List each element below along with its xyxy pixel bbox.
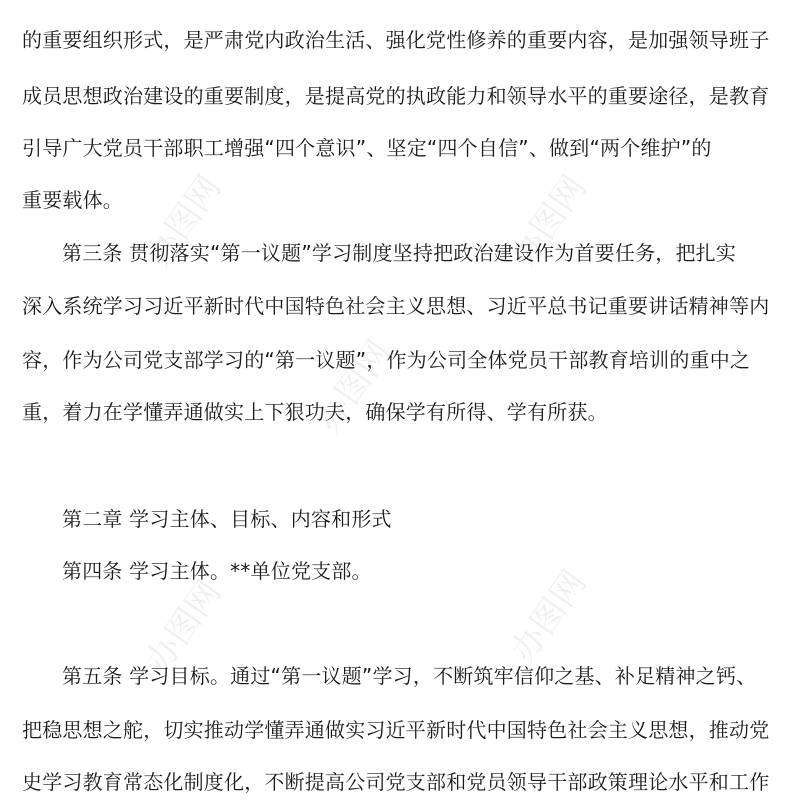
chapter-heading: 第二章 学习主体、目标、内容和形式 (62, 507, 392, 531)
paragraph-line: 重，着力在学懂弄通做实上下狠功夫，确保学有所得、学有所获。 (22, 400, 608, 424)
article-5-line: 第五条 学习目标。通过“第一议题”学习，不断筑牢信仰之基、补足精神之钙、 (62, 664, 757, 688)
paragraph-line: 史学习教育常态化制度化，不断提高公司党支部和党员领导干部政策理论水平和工作 (22, 770, 770, 794)
article-3-line: 第三条 贯彻落实“第一议题”学习制度坚持把政治建设作为首要任务，把扎实 (62, 241, 737, 265)
paragraph-line: 成员思想政治建设的重要制度，是提高党的执政能力和领导水平的重要途径，是教育 (22, 84, 770, 108)
paragraph-line: 的重要组织形式，是严肃党内政治生活、强化党性修养的重要内容，是加强领导班子 (22, 28, 770, 52)
watermark: 办图网 (308, 333, 400, 440)
paragraph-line: 重要载体。 (22, 188, 123, 212)
article-4-line: 第四条 学习主体。**单位党支部。 (62, 559, 372, 583)
watermark: 办图网 (138, 573, 230, 680)
watermark: 办图网 (503, 563, 595, 670)
paragraph-line: 深入系统学习习近平新时代中国特色社会主义思想、习近平总书记重要讲话精神等内 (22, 294, 770, 318)
paragraph-line: 容，作为公司党支部学习的“第一议题”，作为公司全体党员干部教育培训的重中之 (22, 348, 751, 372)
watermark: 办图网 (138, 168, 230, 275)
watermark: 办图网 (503, 168, 595, 275)
paragraph-line: 引导广大党员干部职工增强“四个意识”、坚定“四个自信”、做到“两个维护”的 (22, 136, 712, 160)
paragraph-line: 把稳思想之舵，切实推动学懂弄通做实习近平新时代中国特色社会主义思想，推动党 (22, 718, 770, 742)
